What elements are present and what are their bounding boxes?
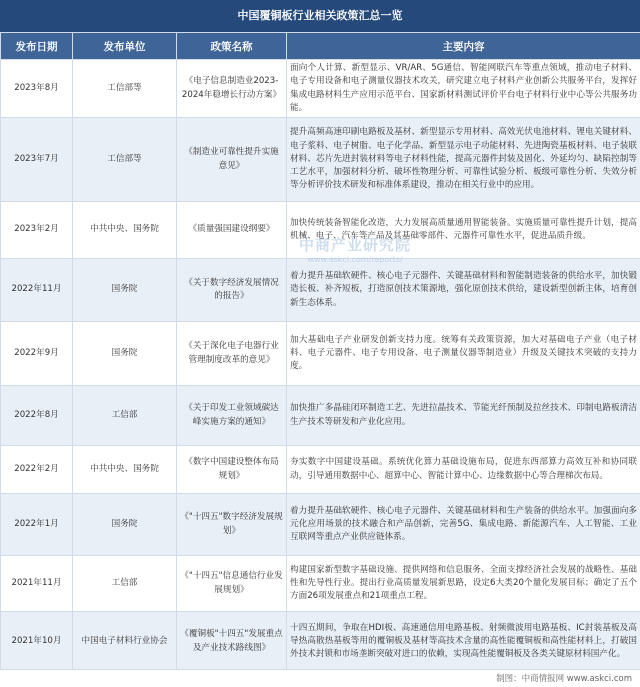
cell-policy-name: 《"十四五"信息通信行业发展规划》 (177, 556, 287, 612)
cell-policy-name: 《质量强国建设纲要》 (177, 202, 287, 259)
cell-date: 2022年9月 (1, 322, 73, 386)
cell-org: 国务院 (73, 494, 177, 556)
cell-date: 2023年8月 (1, 60, 73, 118)
cell-content: 夯实数字中国建设基础。系统优化算力基础设施布局，促进东西部算力高效互补和协同联动，引导通用数据中心、超算中心、智能计算中心、边缘数据中心等合理梯次布局。 (287, 446, 640, 494)
cell-org: 工信部等 (73, 118, 177, 202)
watermark-url: www.askci.com/reports/ (307, 255, 403, 264)
cell-date: 2023年2月 (1, 202, 73, 259)
cell-org: 国务院 (73, 259, 177, 322)
cell-date: 2022年11月 (1, 259, 73, 322)
cell-org: 工信部等 (73, 60, 177, 118)
footer-source: 制图：中商情报网 www.askci.com (496, 674, 632, 684)
watermark-text: 中商产业研究院 (298, 236, 411, 254)
cell-content: 十四五期间，争取在HDI板、高速通信用电路基板、射频微波用电路基板、IC封装基板及高导热高散热基板等用的覆铜板及基材等高技术含量的高性能覆铜板和高性能材料上，打破国外技术封锁和市场垄断突破对进口的依赖，实现高性能覆铜板及各类关键原材料国产化。 (287, 612, 640, 672)
cell-content: 着力提升基础软硬件、核心电子元器件、关键基础材料和生产装备的供给水平。加强面向多元化应用场景的技术融合和产品创新，完善5G、集成电路、新能源汽车、人工智能、工业互联网等重点产业供应链体系。 (287, 494, 640, 556)
cell-content: 提升高频高速印刷电路板及基材、新型显示专用材料、高效光伏电池材料、锂电关键材料、电子浆料、电子树脂、电子化学品、新型显示电子功能材料、先进陶瓷基板材料、电子装联材料、芯片先进封装材料等电子材料性能，提高元器件封装及固化、外延均匀、缺陷控制等工艺水平，加强材料分析、破坏性物理分析、可靠性试验分析、板级可靠性分析、失效分析等分析评价技术研发和标准体系建设，推动在相关行业中的应用。 (287, 118, 640, 202)
table-row (1, 322, 640, 386)
table-row (1, 612, 640, 672)
cell-policy-name: 《数字中国建设整体布局规划》 (177, 446, 287, 494)
cell-policy-name: 《"十四五"数字经济发展规划》 (177, 494, 287, 556)
cell-content: 加快传统装备智能化改造，大力发展高质量通用智能装备。实施质量可靠性提升计划，提高机械、电子、汽车等产品及其基础零部件、元器件可靠性水平，促进品质升级。 (287, 202, 640, 259)
table-title: 中国覆铜板行业相关政策汇总一览 (0, 0, 640, 32)
cell-date: 2022年8月 (1, 386, 73, 446)
table-row (1, 202, 640, 259)
cell-date: 2022年1月 (1, 494, 73, 556)
cell-org: 国务院 (73, 322, 177, 386)
header-content: 主要内容 (287, 33, 640, 60)
cell-org: 中共中央、国务院 (73, 446, 177, 494)
cell-date: 2023年7月 (1, 118, 73, 202)
cell-policy-name: 《覆铜板"十四五"发展重点及产业技术路线图》 (177, 612, 287, 672)
table-row (1, 446, 640, 494)
header-row (1, 33, 640, 60)
cell-org: 工信部 (73, 386, 177, 446)
cell-policy-name: 《制造业可靠性提升实施意见》 (177, 118, 287, 202)
cell-date: 2022年2月 (1, 446, 73, 494)
table-row (1, 259, 640, 322)
table-row (1, 556, 640, 612)
footer (0, 669, 640, 687)
table-row (1, 386, 640, 446)
cell-policy-name: 《电子信息制造业2023-2024年稳增长行动方案》 (177, 60, 287, 118)
header-date: 发布日期 (1, 33, 73, 60)
cell-content: 构建国家新型数字基础设施、提供网络和信息服务、全面支撑经济社会发展的战略性、基础性和先导性行业。提出行业高质量发展新思路，设定6大类20个量化发展目标；确定了五个方面26项发展重点和21项重点工程。 (287, 556, 640, 612)
cell-content: 加快推广多晶硅闭环制造工艺、先进拉晶技术、节能光纤预制及拉丝技术、印制电路板清洁生产技术等研发和产业化应用。 (287, 386, 640, 446)
cell-policy-name: 《关于印发工业领域碳达峰实施方案的通知》 (177, 386, 287, 446)
header-org: 发布单位 (73, 33, 177, 60)
policy-table (0, 32, 640, 672)
cell-content: 加大基础电子产业研发创新支持力度。统筹有关政策资源，加大对基础电子产业（电子材料、电子元器件、电子专用设备、电子测量仪器等制造业）升级及关键技术突破的支持力度。 (287, 322, 640, 386)
cell-date: 2021年10月 (1, 612, 73, 672)
table-row (1, 60, 640, 118)
cell-org: 中国电子材料行业协会 (73, 612, 177, 672)
cell-policy-name: 《关于深化电子电器行业管理制度改革的意见》 (177, 322, 287, 386)
table-row (1, 118, 640, 202)
cell-policy-name: 《关于数字经济发展情况的报告》 (177, 259, 287, 322)
cell-org: 中共中央、国务院 (73, 202, 177, 259)
cell-date: 2021年11月 (1, 556, 73, 612)
cell-org: 工信部 (73, 556, 177, 612)
header-policy-name: 政策名称 (177, 33, 287, 60)
cell-content: 着力提升基础软硬件、核心电子元器件、关键基础材料和智能制造装备的供给水平，加快锻造长板、补齐短板，打造原创技术策源地，强化原创技术供给，建设新型创新主体，培育创新生态体系。 (287, 259, 640, 322)
cell-content: 面向个人计算、新型显示、VR/AR、5G通信、智能网联汽车等重点领域，推动电子材料、电子专用设备和电子测量仪器技术攻关，研究建立电子材料产业创新公共服务平台，发挥好集成电路材料生产应用示范平台、国家新材料测试评价平台电子材料行业中心等公共服务功能。 (287, 60, 640, 118)
table-row (1, 494, 640, 556)
